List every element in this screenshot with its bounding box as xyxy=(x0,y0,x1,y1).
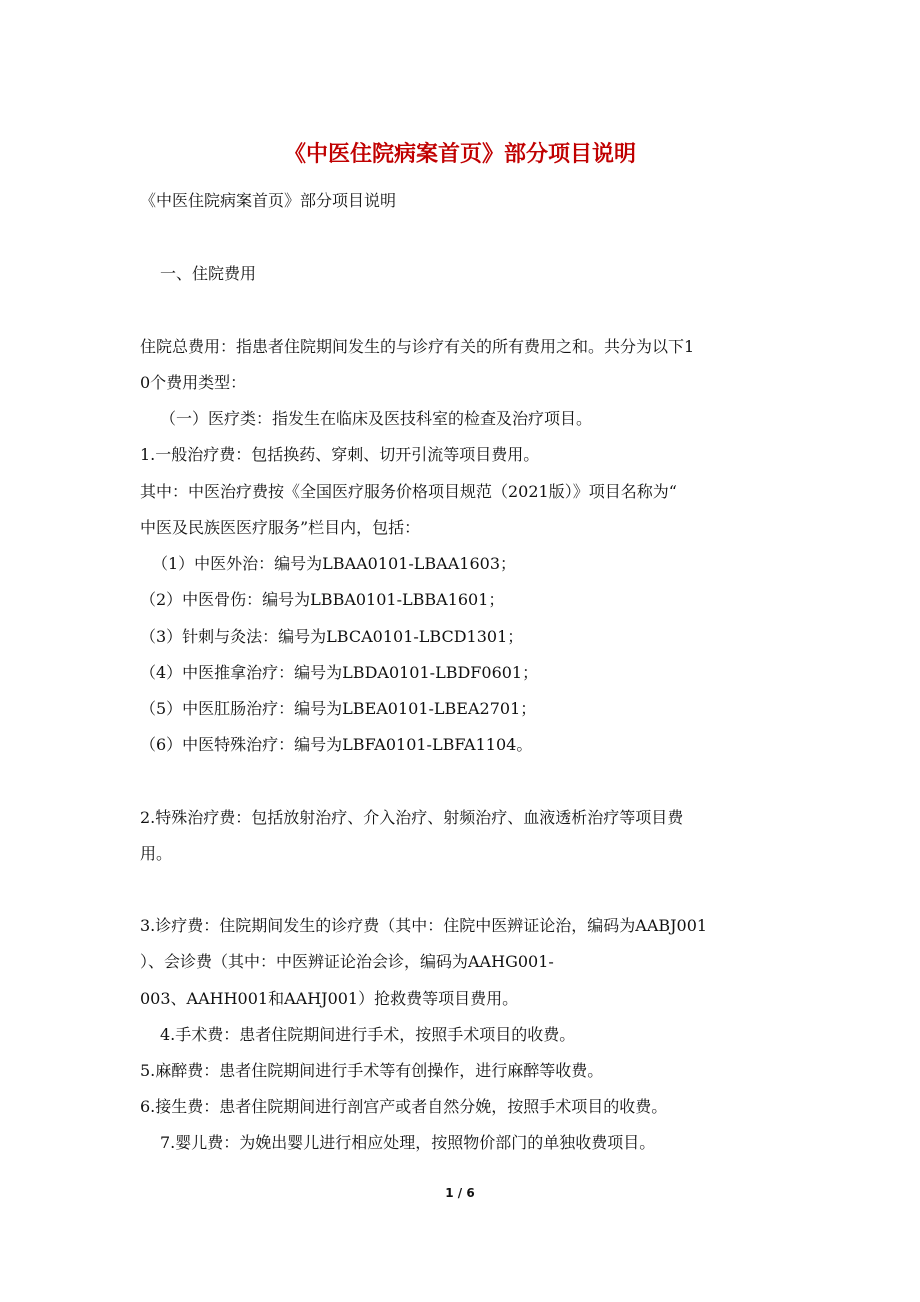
paragraph-line: 6.接生费：患者住院期间进行剖宫产或者自然分娩，按照手术项目的收费。 xyxy=(140,1097,668,1116)
list-item: （5）中医肛肠治疗：编号为LBEA0101-LBEA2701； xyxy=(140,699,537,718)
paragraph-line: 其中：中医治疗费按《全国医疗服务价格项目规范（2021版）》项目名称为“ xyxy=(140,482,677,501)
paragraph-line: 5.麻醉费：患者住院期间进行手术等有创操作，进行麻醉等收费。 xyxy=(140,1061,604,1080)
paragraph-line: 3.诊疗费：住院期间发生的诊疗费（其中：住院中医辨证论治，编码为AABJ001 xyxy=(140,916,708,935)
paragraph-line: 用。 xyxy=(140,844,173,863)
page-number: 1 / 6 xyxy=(445,1186,475,1200)
document-title: 《中医住院病案首页》部分项目说明 xyxy=(283,142,636,167)
list-item: （2）中医骨伤：编号为LBBA0101-LBBA1601； xyxy=(140,590,505,609)
paragraph-line: 003、AAHH001和AAHJ001）抢救费等项目费用。 xyxy=(140,989,519,1008)
paragraph-line: 0个费用类型： xyxy=(140,373,247,392)
paragraph-line: 7.婴儿费：为娩出婴儿进行相应处理，按照物价部门的单独收费项目。 xyxy=(160,1133,656,1152)
list-item: （1）中医外治：编号为LBAA0101-LBAA1603； xyxy=(152,554,517,573)
paragraph-line: 4.手术费：患者住院期间进行手术，按照手术项目的收费。 xyxy=(160,1025,576,1044)
subsection-heading: （一）医疗类：指发生在临床及医技科室的检查及治疗项目。 xyxy=(160,409,593,428)
paragraph-line: ）、会诊费（其中：中医辨证论治会诊，编码为AAHG001- xyxy=(140,952,554,971)
paragraph-line: 2.特殊治疗费：包括放射治疗、介入治疗、射频治疗、血液透析治疗等项目费 xyxy=(140,808,684,827)
list-item: （6）中医特殊治疗：编号为LBFA0101-LBFA1104。 xyxy=(140,735,533,754)
paragraph-line: 1.一般治疗费：包括换药、穿刺、切开引流等项目费用。 xyxy=(140,445,540,464)
paragraph-line: 住院总费用：指患者住院期间发生的与诊疗有关的所有费用之和。共分为以下1 xyxy=(140,337,695,356)
subtitle-line: 《中医住院病案首页》部分项目说明 xyxy=(140,191,397,210)
section-heading: 一、住院费用 xyxy=(160,264,257,283)
paragraph-line: 中医及民族医医疗服务”栏目内，包括： xyxy=(140,518,421,537)
list-item: （3）针刺与灸法：编号为LBCA0101-LBCD1301； xyxy=(140,627,524,646)
list-item: （4）中医推拿治疗：编号为LBDA0101-LBDF0601； xyxy=(140,663,539,682)
